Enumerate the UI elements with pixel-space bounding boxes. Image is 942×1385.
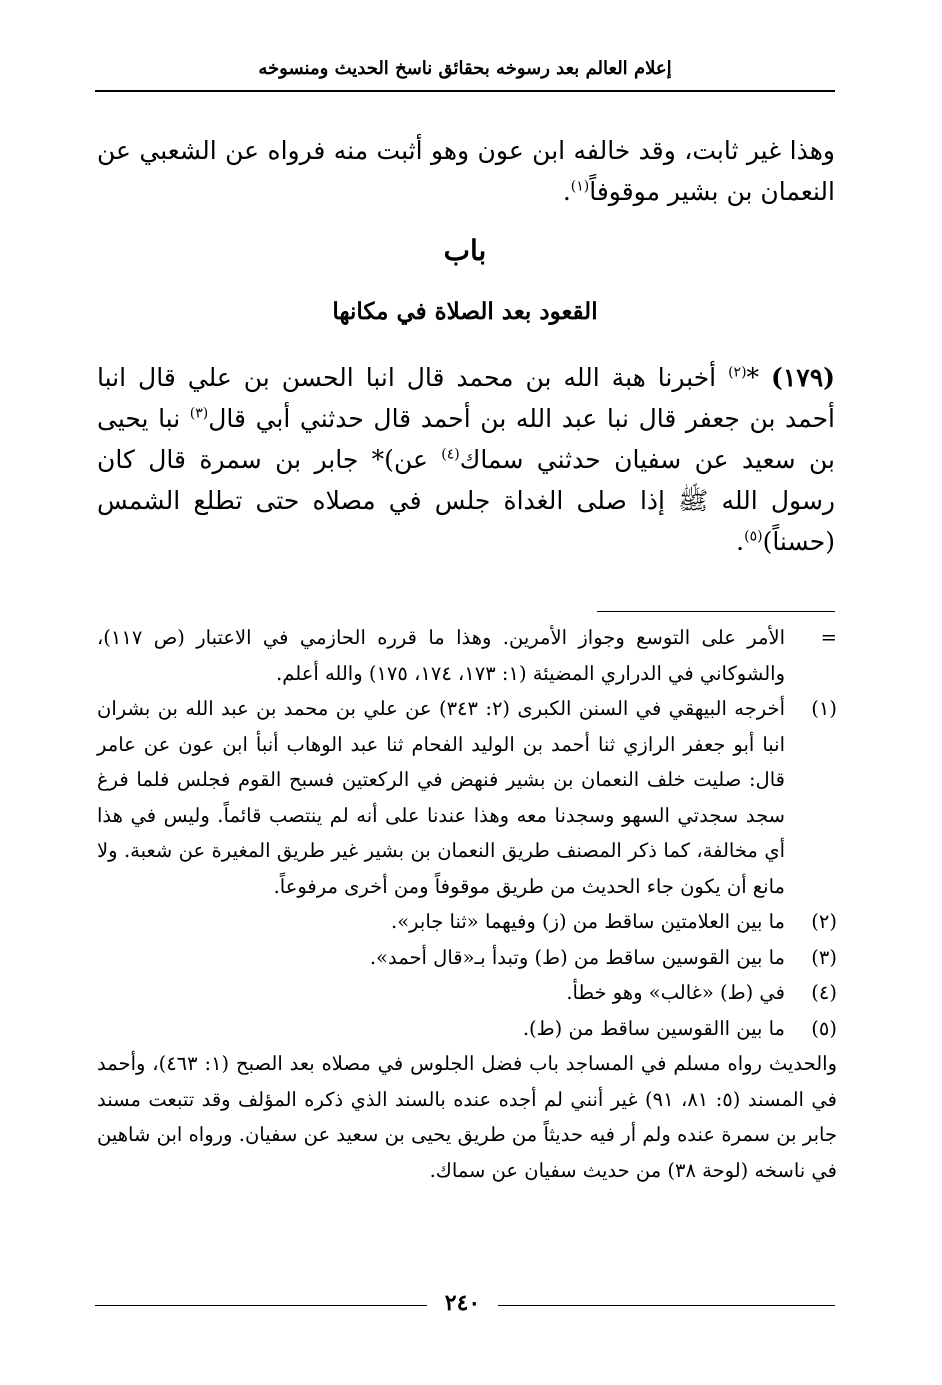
footnote-item xyxy=(97,975,837,1011)
intro-text: وهذا غير ثابت، وقد خالفه ابن عون وهو أثبت منه فرواه عن الشعبي عن النعمان بن بشير موقوفاً xyxy=(97,136,835,206)
header-rule xyxy=(95,90,835,92)
hadith-part-1: * xyxy=(746,363,772,392)
running-header: إعلام العالم بعد رسوخه بحقائق ناسخ الحديث ومنسوخه xyxy=(258,58,672,79)
page-number: ٢٤٠ xyxy=(444,1290,481,1316)
footnote-text: ما بين القوسين ساقط من (ط) وتبدأ بـ«قال أحمد». xyxy=(369,945,785,969)
intro-end: . xyxy=(562,177,571,206)
footer-rule-left xyxy=(95,1305,427,1306)
intro-paragraph xyxy=(97,130,835,212)
hadith-number: (١٧٩) xyxy=(771,363,835,392)
footnote-text: ما بين االقوسين ساقط من (ط). xyxy=(522,1016,785,1040)
footnote-ref-5: (٥) xyxy=(744,528,763,545)
footnote-ref-1: (١) xyxy=(570,178,590,195)
footnote-ref-4: (٤) xyxy=(441,446,460,463)
footnote-text: ما بين العلامتين ساقط من (ز) وفيهما «ثنا جابر». xyxy=(391,910,785,933)
hadith-part-3: نبا يحيى بن سعيد عن سفيان حدثني سماك xyxy=(97,404,836,474)
footnote-continuation xyxy=(97,620,837,691)
footnote-separator xyxy=(597,611,835,612)
hadith-part-4: عن)* جابر بن سمرة قال كان رسول الله ﷺ إذا صلى الغداة جلس في مصلاه حتى تطلع الشمس (حسناً) xyxy=(97,445,835,556)
footnote-closing-text: والحديث رواه مسلم في المساجد باب فضل الجلوس في مصلاه بعد الصبح (١: ٤٦٣)، وأحمد في المسند (٥: ٨١، ٩١) غير أنني لم أجده عنده بالسند الذي ذكره المؤلف وقد تتبعت مسند جابر بن سمرة عنده ولم أر فيه حديثاً من طريق يحيى بن سعيد عن سفيان. ورواه ابن شاهين في ناسخه (لوحة ٣٨) من حديث سفيان عن سماك. xyxy=(97,1052,838,1182)
footnote-item xyxy=(97,904,837,940)
footnote-item xyxy=(97,940,837,976)
footnote-mark: (٢) xyxy=(811,910,837,933)
continuation-text: الأمر على التوسع وجواز الأمرين. وهذا ما قرره الحازمي في الاعتبار (ص ١١٧)، والشوكاني في الدراري المضيئة (١: ١٧٣، ١٧٤، ١٧٥) والله أعلم. xyxy=(97,626,785,685)
footnote-ref-3: (٣) xyxy=(189,405,209,422)
footnote-item xyxy=(97,1011,837,1047)
footnote-text: أخرجه البيهقي في السنن الكبرى (٢: ٣٤٣) عن علي بن محمد بن عبد الله بن بشران انبا أبو جعفر الرازي ثنا أحمد بن الوليد الفحام ثنا عبد الوهاب أنبأ ابن عون عن عامر قال: صليت خلف النعمان بن بشير فنهض في الركعتين فسبح القوم فجلس فلما فرغ سجد سجدتي السهو وسجدنا معه وهذا عندنا على أنه لم ينتصب قائماً. وليس في هذا أي مخالفة، كما ذكر المصنف طريق النعمان بن بشير غير طريق المغيرة عن شعبة. ولا مانع أن يكون جاء الحديث من طريق موقوفاً ومن أخرى مرفوعاً. xyxy=(97,697,785,898)
footnote-mark: (١) xyxy=(811,697,837,720)
section-title: القعود بعد الصلاة في مكانها xyxy=(332,298,598,325)
footnote-item xyxy=(97,691,837,904)
footer-rule-right xyxy=(498,1305,835,1306)
footnotes xyxy=(97,620,837,1188)
bab-title: باب xyxy=(443,234,487,267)
footnote-mark: (٣) xyxy=(811,945,837,969)
hadith-part-2: أخبرنا هبة الله بن محمد قال انبا الحسن بن علي قال انبا أحمد بن جعفر قال نبا عبد الله بن أحمد قال حدثني أبي قال xyxy=(97,363,835,433)
hadith-part-5: . xyxy=(736,527,745,556)
hadith-paragraph xyxy=(97,357,835,562)
footnote-mark: (٤) xyxy=(811,981,837,1004)
footnote-ref-2: (٢) xyxy=(728,364,747,381)
continuation-mark: = xyxy=(820,626,837,649)
footnote-mark: (٥) xyxy=(811,1016,837,1040)
footnote-text: في (ط) «غالب» وهو خطأ. xyxy=(566,981,785,1004)
